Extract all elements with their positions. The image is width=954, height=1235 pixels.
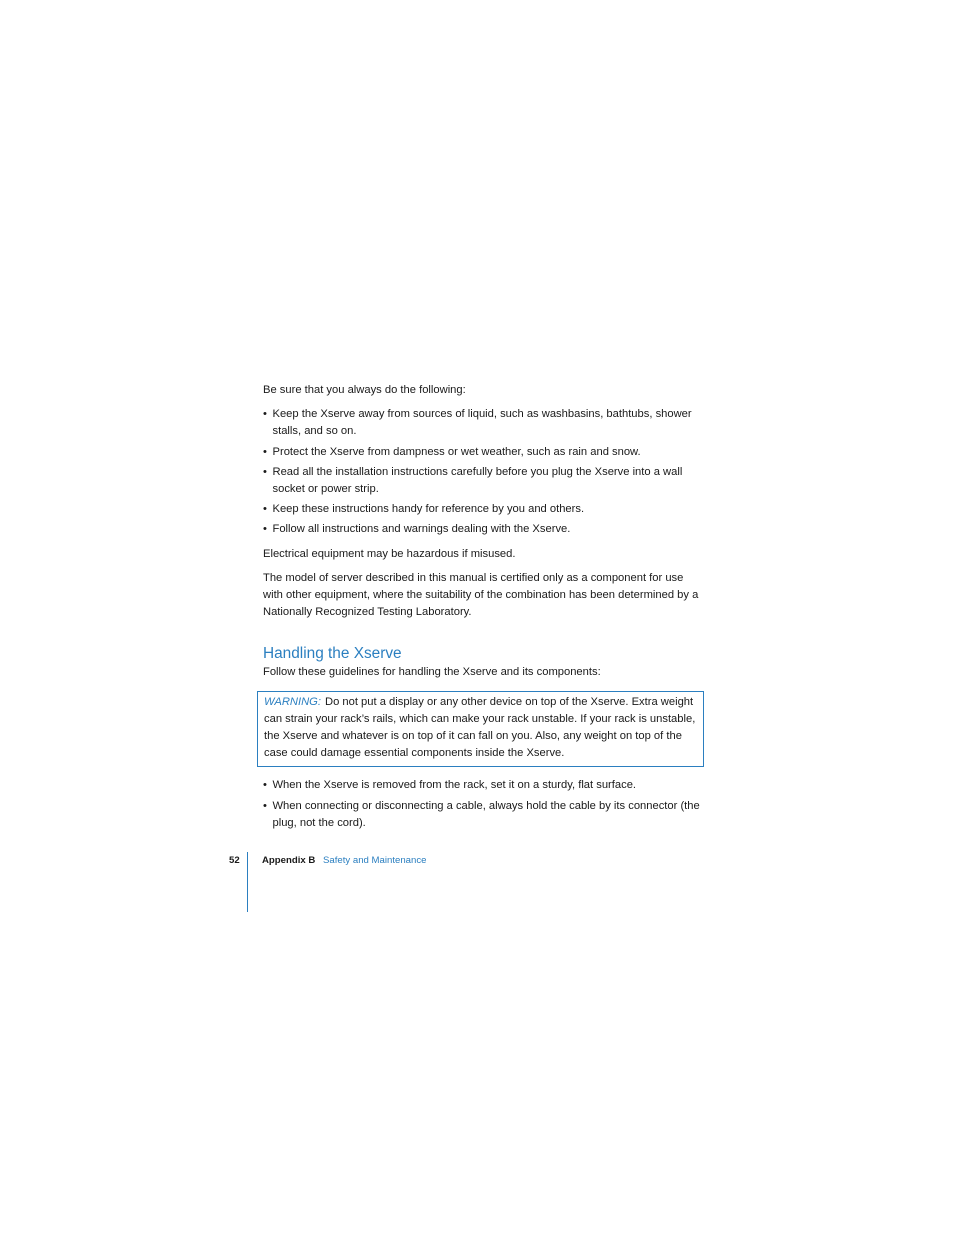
section-intro: Follow these guidelines for handling the Xserve and its components:: [263, 666, 601, 679]
list-item: [263, 521, 703, 538]
precautions-list: [263, 406, 703, 538]
page-number: 52: [229, 855, 240, 866]
certification-paragraph: The model of server described in this manual is certified only as a component for use with other equipment, where the suitability of the combination has been determined by a Nationally Recognized Testing Laboratory.: [263, 571, 699, 619]
bullet-icon: •: [263, 503, 267, 516]
warning-label: WARNING:: [264, 695, 321, 708]
footer-divider: [247, 852, 248, 912]
list-item-text: Protect the Xserve from dampness or wet weather, such as rain and snow.: [272, 445, 641, 458]
list-item: [263, 444, 703, 461]
footer-chapter-title: Safety and Maintenance: [323, 855, 427, 866]
warning-box: [257, 691, 704, 768]
list-item: [263, 777, 703, 794]
bullet-icon: •: [263, 465, 267, 478]
handling-list: [263, 777, 703, 832]
bullet-icon: •: [263, 799, 267, 812]
bullet-icon: •: [263, 445, 267, 458]
page-body: [263, 382, 703, 839]
list-item: [263, 798, 703, 832]
list-item: [263, 406, 703, 440]
list-item: [263, 501, 703, 518]
intro-paragraph: Be sure that you always do the following:: [263, 384, 466, 396]
list-item-text: Follow all instructions and warnings dealing with the Xserve.: [272, 523, 571, 536]
bullet-icon: •: [263, 408, 267, 421]
list-item: [263, 464, 703, 498]
footer-chapter-label: Appendix B: [262, 855, 316, 866]
list-item-text: Keep the Xserve away from sources of liquid, such as washbasins, bathtubs, shower stalls, and so on.: [272, 408, 692, 438]
list-item-text: Keep these instructions handy for reference by you and others.: [272, 503, 585, 516]
list-item-text: Read all the installation instructions carefully before you plug the Xserve into a wall socket or power strip.: [272, 465, 683, 496]
list-item-text: When the Xserve is removed from the rack, set it on a sturdy, flat surface.: [272, 779, 637, 792]
warning-text: Do not put a display or any other device on top of the Xserve. Extra weight can strain your rack’s rails, which can make your rack unstable. If your rack is unstable, the Xserve and whatever is on top of it can fall on you. Also, any weight on top of the case could damage essential components inside the Xserve.: [264, 695, 696, 760]
bullet-icon: •: [263, 523, 267, 536]
hazard-paragraph: Electrical equipment may be hazardous if misused.: [263, 547, 516, 560]
list-item-text: When connecting or disconnecting a cable, always hold the cable by its connector (the plug, not the cord).: [272, 799, 700, 829]
section-heading: Handling the Xserve: [263, 645, 402, 663]
bullet-icon: •: [263, 779, 267, 792]
